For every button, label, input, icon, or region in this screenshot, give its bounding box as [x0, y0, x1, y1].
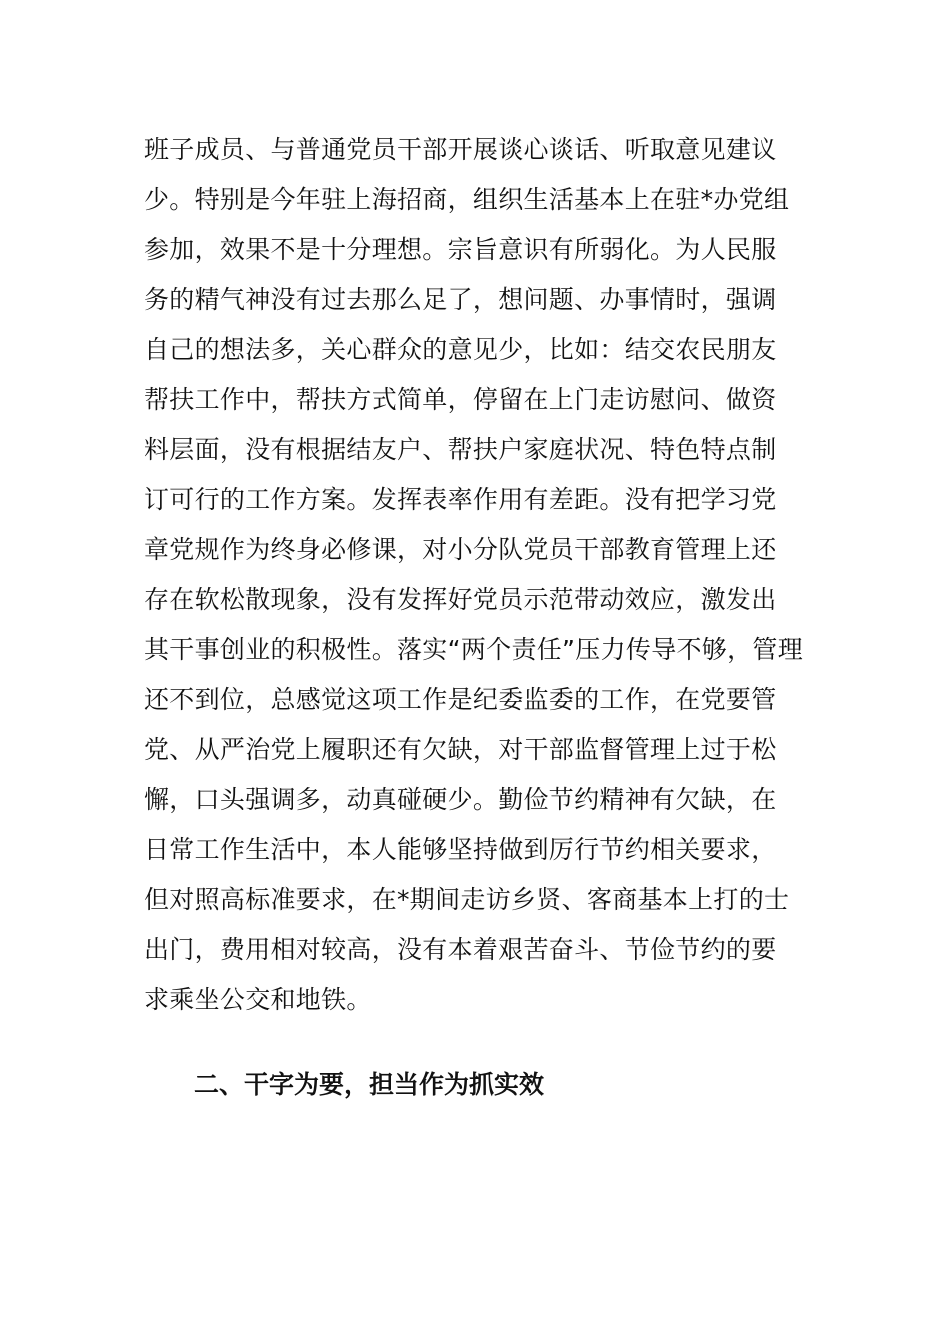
paragraph-line: 其干事创业的积极性。落实“两个责任”压力传导不够，管理	[144, 635, 804, 664]
section-heading: 二、干字为要，担当作为抓实效	[194, 1070, 545, 1099]
paragraph-line: 自己的想法多，关心群众的意见少，比如：结交农民朋友	[144, 335, 777, 364]
paragraph-line: 日常工作生活中，本人能够坚持做到厉行节约相关要求，	[144, 835, 777, 864]
paragraph-line: 但对照高标准要求，在*期间走访乡贤、客商基本上打的士	[144, 885, 790, 914]
paragraph-line: 党、从严治党上履职还有欠缺，对干部监督管理上过于松	[144, 735, 777, 764]
paragraph-line: 班子成员、与普通党员干部开展谈心谈话、听取意见建议	[144, 135, 777, 164]
paragraph-line: 还不到位，总感觉这项工作是纪委监委的工作，在党要管	[144, 685, 777, 714]
paragraph-line: 存在软松散现象，没有发挥好党员示范带动效应，激发出	[144, 585, 777, 614]
paragraph-line: 出门，费用相对较高，没有本着艰苦奋斗、节俭节约的要	[144, 935, 777, 964]
paragraph-line: 务的精气神没有过去那么足了，想问题、办事情时，强调	[144, 285, 777, 314]
paragraph-line: 少。特别是今年驻上海招商，组织生活基本上在驻*办党组	[144, 185, 790, 214]
paragraph-line: 懈，口头强调多，动真碰硬少。勤俭节约精神有欠缺，在	[144, 785, 777, 814]
body-paragraph	[144, 125, 824, 1025]
paragraph-line: 帮扶工作中，帮扶方式简单，停留在上门走访慰问、做资	[144, 385, 777, 414]
paragraph-line: 章党规作为终身必修课，对小分队党员干部教育管理上还	[144, 535, 777, 564]
paragraph-line: 料层面，没有根据结友户、帮扶户家庭状况、特色特点制	[144, 435, 777, 464]
paragraph-line: 参加，效果不是十分理想。宗旨意识有所弱化。为人民服	[144, 235, 777, 264]
paragraph-line: 求乘坐公交和地铁。	[144, 985, 372, 1014]
paragraph-line: 订可行的工作方案。发挥表率作用有差距。没有把学习党	[144, 485, 777, 514]
